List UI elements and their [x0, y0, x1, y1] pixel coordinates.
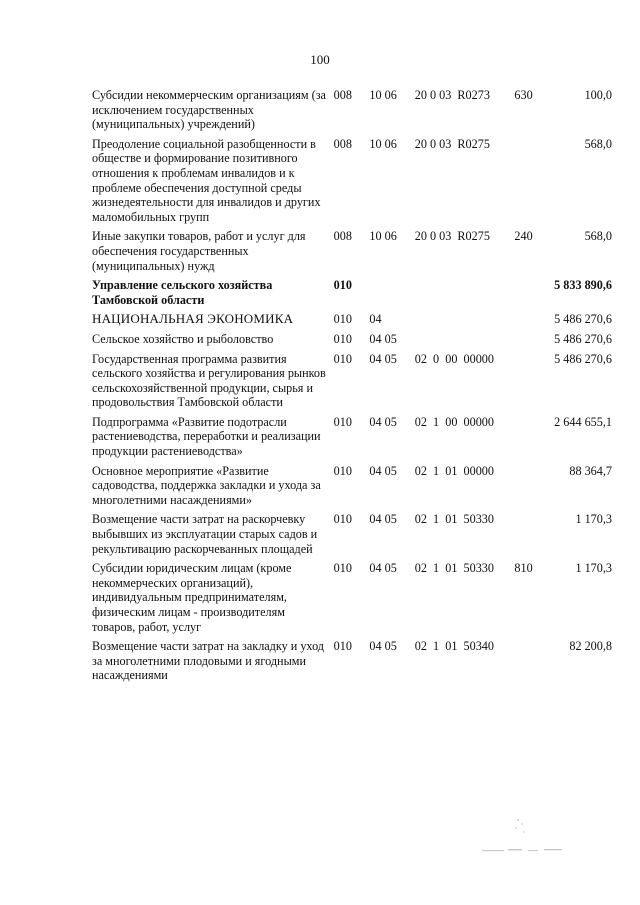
row-razdel: 04 05: [369, 351, 397, 366]
table-row: [92, 512, 612, 561]
row-razdel: 04 05: [369, 331, 397, 346]
row-name: Преодоление социальной разобщенности в обществе и формирование позитивного отношения к проблемам инвалидов и к проблеме обеспечения доступной среды жизнедеятельности для инвалидов и других маломобильных групп: [92, 136, 321, 224]
row-name: Возмещение части затрат на раскорчевку выбывших из эксплуатации старых садов и рекультивацию раскорчеванных площадей: [92, 512, 318, 556]
row-sum: 1 170,3: [575, 561, 612, 576]
row-vr: [514, 415, 542, 464]
row-name: Сельское хозяйство и рыболовство: [92, 331, 274, 346]
table-row: [92, 639, 612, 688]
row-grbs: 010: [333, 561, 352, 576]
row-vr: [514, 464, 542, 513]
row-razdel: 10 06: [369, 229, 397, 244]
row-grbs: 010: [333, 331, 352, 346]
row-grbs: 008: [333, 229, 352, 244]
row-sum: 88 364,7: [569, 463, 612, 478]
row-vr: [514, 278, 542, 312]
row-razdel: 10 06: [369, 88, 397, 102]
row-razdel: [365, 278, 414, 312]
row-name: Иные закупки товаров, работ и услуг для обеспечения государственных (муниципальных) нужд: [92, 229, 306, 273]
row-vr: [514, 512, 542, 561]
row-name: НАЦИОНАЛЬНАЯ ЭКОНОМИКА: [92, 311, 294, 327]
row-sum: 5 833 890,6: [554, 278, 612, 293]
row-sum: 1 170,3: [575, 512, 612, 527]
table-row: [92, 137, 612, 230]
table-row: [92, 352, 612, 415]
row-vr: 810: [514, 561, 533, 576]
row-grbs: 010: [333, 278, 352, 293]
row-csr: 02 1 01 00000: [414, 463, 494, 478]
row-grbs: 008: [333, 88, 352, 102]
table-row: [92, 229, 612, 278]
row-name: Субсидии юридическим лицам (кроме некоммерческих организаций), индивидуальным предпринимателям, физическим лицам - производителям товаров, работ, услуг: [92, 561, 292, 634]
row-sum: 2 644 655,1: [554, 414, 612, 429]
table-row: [92, 312, 612, 332]
row-grbs: 010: [333, 414, 352, 429]
row-csr: 20 0 03 R0275: [414, 136, 490, 151]
row-csr: [415, 332, 515, 352]
row-grbs: 010: [333, 463, 352, 478]
budget-table: [92, 88, 612, 688]
row-grbs: 010: [333, 512, 352, 527]
row-vr: [514, 639, 542, 688]
row-grbs: 010: [333, 351, 352, 366]
row-csr: 20 0 03 R0275: [414, 229, 490, 244]
row-vr: [514, 332, 542, 352]
table-row: [92, 278, 612, 312]
row-vr: 240: [514, 229, 533, 244]
row-grbs: 010: [333, 639, 352, 654]
row-name: Основное мероприятие «Развитие садоводства, поддержка закладки и ухода за многолетними насаждениями»: [92, 463, 321, 507]
row-sum: 5 486 270,6: [554, 351, 612, 366]
row-csr: 02 1 00 00000: [414, 414, 494, 429]
row-name: Государственная программа развития сельского хозяйства и регулирования рынков сельскохозяйственной продукции, сырья и продовольствия Тамбовской области: [92, 351, 326, 410]
scan-smudge-mark: [478, 812, 578, 862]
row-sum: 568,0: [584, 136, 612, 151]
row-vr: [514, 137, 542, 230]
row-razdel: 04 05: [369, 561, 397, 576]
row-csr: 20 0 03 R0273: [414, 88, 490, 102]
row-sum: 5 486 270,6: [554, 312, 612, 327]
row-csr: [415, 312, 515, 332]
row-razdel: 04 05: [369, 639, 397, 654]
row-grbs: 008: [333, 136, 352, 151]
row-csr: 02 1 01 50330: [414, 512, 494, 527]
row-sum: 5 486 270,6: [554, 331, 612, 346]
row-vr: 630: [514, 88, 533, 102]
row-sum: 100,0: [584, 88, 612, 102]
row-csr: 02 1 01 50330: [414, 561, 494, 576]
row-razdel: 10 06: [369, 136, 397, 151]
row-razdel: 04 05: [369, 463, 397, 478]
row-csr: 02 0 00 00000: [414, 351, 494, 366]
table-row: [92, 88, 612, 137]
row-sum: 568,0: [584, 229, 612, 244]
table-row: [92, 332, 612, 352]
table-row: [92, 561, 612, 639]
row-name: Возмещение части затрат на закладку и уход за многолетними плодовыми и ягодными насаждениями: [92, 639, 325, 683]
table-row: [92, 415, 612, 464]
row-vr: [514, 312, 542, 332]
row-csr: 02 1 01 50340: [414, 639, 494, 654]
row-name: Управление сельского хозяйства Тамбовской области: [92, 278, 273, 307]
row-name: Подпрограмма «Развитие подотрасли растениеводства, переработки и реализации продукции растениеводства»: [92, 414, 321, 459]
row-vr: [514, 352, 542, 415]
row-razdel: 04: [369, 312, 382, 327]
row-csr: [415, 278, 515, 312]
row-grbs: 010: [333, 312, 352, 327]
row-sum: 82 200,8: [569, 639, 612, 654]
table-row: [92, 464, 612, 513]
row-razdel: 04 05: [369, 414, 397, 429]
page-number: 100: [310, 52, 330, 67]
row-razdel: 04 05: [369, 512, 397, 527]
row-name: Субсидии некоммерческим организациям (за исключением государственных (муниципальных) учреждений): [92, 88, 326, 132]
